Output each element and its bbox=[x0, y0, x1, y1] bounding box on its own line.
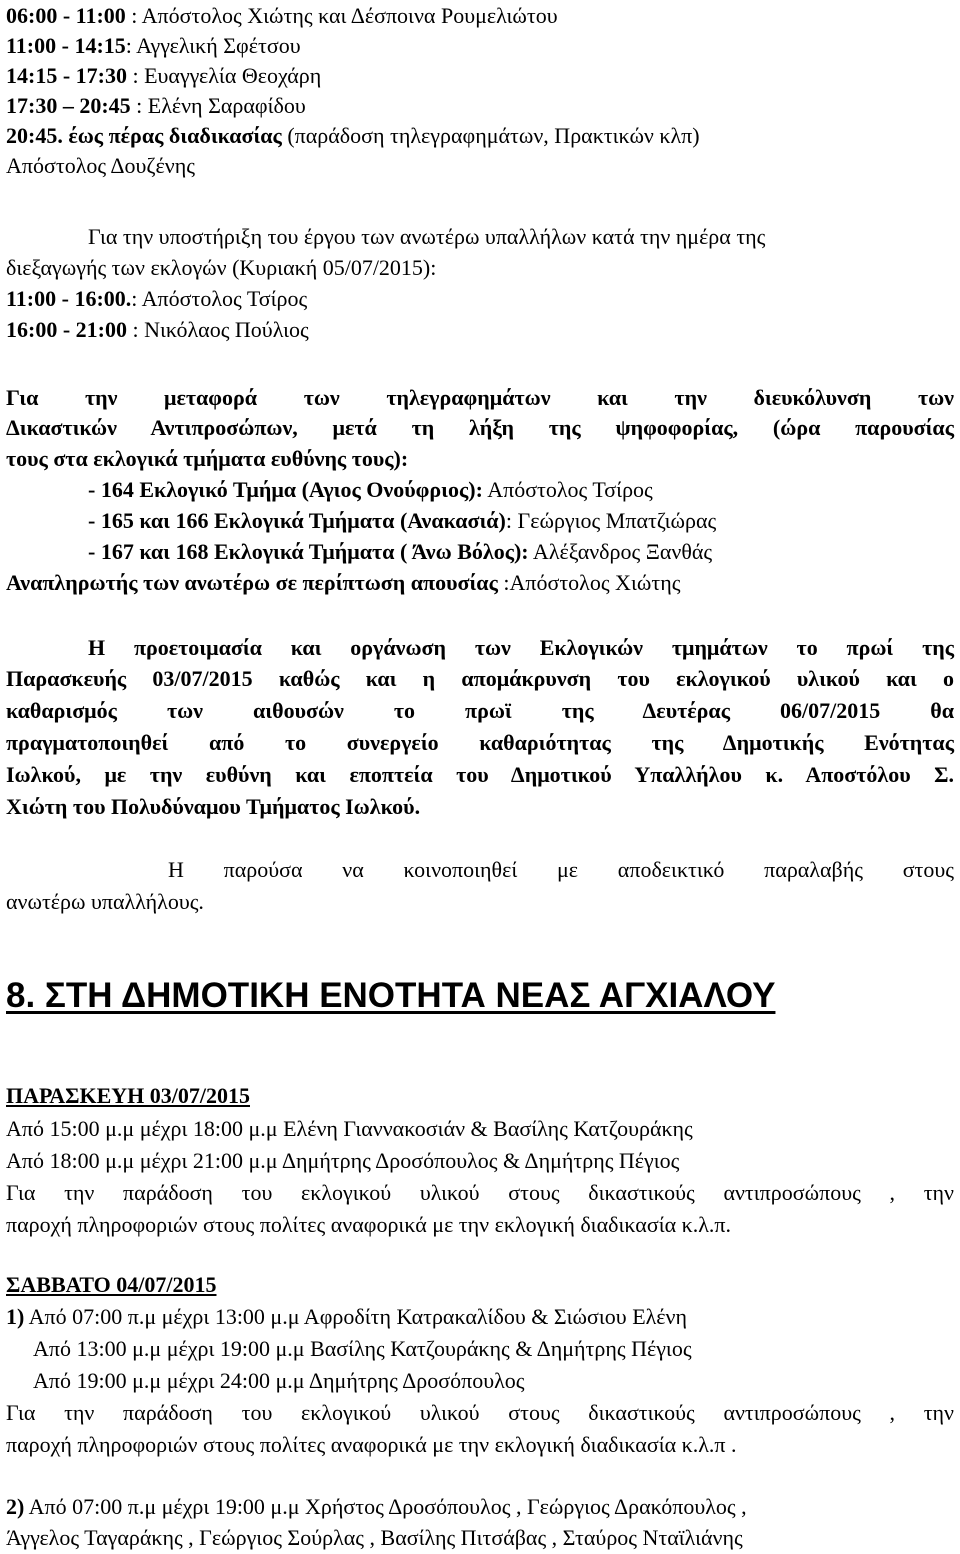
assignee: : Απόστολος Τσίρος bbox=[131, 286, 308, 311]
transport-paragraph-line: Δικαστικών Αντιπροσώπων, μετά τη λήξη της ψηφοφορίας, (ώρα παρουσίας bbox=[6, 415, 954, 440]
section-heading: 8. ΣΤΗ ΔΗΜΟΤΙΚΗ ΕΝΟΤΗΤΑ ΝΕΑΣ ΑΓΧΙΑΛΟΥ bbox=[6, 976, 776, 1015]
schedule-row bbox=[6, 317, 309, 343]
schedule-row bbox=[6, 3, 558, 29]
shift-line: Από 18:00 μ.μ μέχρι 21:00 μ.μ Δημήτρης Δροσόπουλος & Δημήτρης Πέγιος bbox=[6, 1148, 680, 1173]
schedule-row-until-end bbox=[6, 123, 700, 149]
assignee: : Αγγελική Σφέτσου bbox=[125, 33, 301, 58]
purpose-line: Για την παράδοση του εκλογικού υλικού στους δικαστικούς αντιπροσώπους , την bbox=[6, 1400, 954, 1425]
transport-item bbox=[88, 508, 716, 534]
transport-paragraph-line: Για την μεταφορά των τηλεγραφημάτων και την διευκόλυνση των bbox=[6, 385, 954, 410]
cleaning-paragraph-line: Ιωλκού, με την ευθύνη και εποπτεία του Δημοτικού Υπαλλήλου κ. Αποστόλου Σ. bbox=[6, 762, 954, 787]
assignee: : Γεώργιος Μπατζιώρας bbox=[505, 508, 717, 533]
support-paragraph-line: διεξαγωγής των εκλογών (Κυριακή 05/07/2015): bbox=[6, 255, 437, 280]
precinct-label: - 167 και 168 Εκλογικά Τμήματα ( Άνω Βόλος): bbox=[88, 539, 529, 564]
assignee: : Ευαγγελία Θεοχάρη bbox=[126, 63, 322, 88]
substitute-row bbox=[6, 570, 680, 596]
until-end-note: (παράδοση τηλεγραφημάτων, Πρακτικών κλπ) bbox=[281, 123, 700, 148]
day-heading: ΣΑΒΒΑΤΟ 04/07/2015 bbox=[6, 1272, 217, 1297]
item-number: 1) bbox=[6, 1304, 25, 1329]
time-range: 14:15 - 17:30 bbox=[6, 63, 127, 88]
support-paragraph-line: Για την υποστήριξη του έργου των ανωτέρω υπαλλήλων κατά την ημέρα της bbox=[88, 224, 766, 249]
precinct-label: - 165 και 166 Εκλογικά Τμήματα (Ανακασιά) bbox=[88, 508, 506, 533]
shift-line bbox=[6, 1304, 687, 1330]
substitute-label: Αναπληρωτής των ανωτέρω σε περίπτωση απουσίας bbox=[6, 570, 498, 595]
time-range: 20:45. bbox=[6, 123, 69, 148]
schedule-row bbox=[6, 33, 301, 59]
time-range: 11:00 - 16:00. bbox=[6, 286, 132, 311]
purpose-line: Για την παράδοση του εκλογικού υλικού στους δικαστικούς αντιπροσώπους , την bbox=[6, 1180, 954, 1205]
precinct-label: - 164 Εκλογικό Τμήμα (Αγιος Ονούφριος): bbox=[88, 477, 483, 502]
transport-item bbox=[88, 477, 653, 503]
assignee: :Απόστολος Χιώτης bbox=[497, 570, 681, 595]
assignee: Αλέξανδρος Ξανθάς bbox=[528, 539, 713, 564]
cleaning-paragraph-line: Παρασκευής 03/07/2015 καθώς και η απομάκρυνση του εκλογικού υλικού και ο bbox=[6, 666, 954, 691]
shift-line: Από 13:00 μ.μ μέχρι 19:00 μ.μ Βασίλης Κατζουράκης & Δημήτρης Πέγιος bbox=[33, 1336, 692, 1361]
shift-text: Από 07:00 π.μ μέχρι 13:00 μ.μ Αφροδίτη Κατρακαλίδου & Σιώσιου Ελένη bbox=[24, 1304, 687, 1329]
cleaning-paragraph-line: Η προετοιμασία και οργάνωση των Εκλογικών τμημάτων το πρωί της bbox=[88, 635, 954, 660]
time-range: 17:30 – 20:45 bbox=[6, 93, 131, 118]
transport-paragraph-line: τους στα εκλογικά τμήματα ευθύνης τους): bbox=[6, 446, 409, 471]
time-range: 06:00 - 11:00 bbox=[6, 3, 126, 28]
cleaning-paragraph-line: Χιώτη του Πολυδύναμου Τμήματος Ιωλκού. bbox=[6, 794, 421, 819]
purpose-line: παροχή πληροφοριών στους πολίτες αναφορικά με την εκλογική διαδικασία κ.λ.π. bbox=[6, 1212, 732, 1237]
shift-line: Από 15:00 μ.μ μέχρι 18:00 μ.μ Ελένη Γιαννακοσιάν & Βασίλης Κατζουράκης bbox=[6, 1116, 693, 1141]
assignee: : Απόστολος Χιώτης και Δέσποινα Ρουμελιώτου bbox=[125, 3, 558, 28]
purpose-line: παροχή πληροφοριών στους πολίτες αναφορικά με την εκλογική διαδικασία κ.λ.π . bbox=[6, 1432, 737, 1457]
assignee: Απόστολος Δουζένης bbox=[6, 153, 195, 178]
assignee: : Νικόλαος Πούλιος bbox=[126, 317, 309, 342]
shift-line: Άγγελος Ταγαράκης , Γεώργιος Σούρλας , Βασίλης Πιτσάβας , Σταύρος Νταϊλιάνης bbox=[6, 1525, 743, 1550]
item-number: 2) bbox=[6, 1494, 25, 1519]
day-heading: ΠΑΡΑΣΚΕΥΗ 03/07/2015 bbox=[6, 1083, 250, 1108]
notify-paragraph-line: ανωτέρω υπαλλήλους. bbox=[6, 889, 204, 914]
cleaning-paragraph-line: πραγματοποιηθεί από το συνεργείο καθαριότητας της Δημοτικής Ενότητας bbox=[6, 730, 954, 755]
schedule-row bbox=[6, 63, 321, 89]
assignee: Απόστολος Τσίρος bbox=[482, 477, 653, 502]
time-range: 11:00 - 14:15 bbox=[6, 33, 126, 58]
schedule-row bbox=[6, 93, 306, 119]
time-range: 16:00 - 21:00 bbox=[6, 317, 127, 342]
until-end-label: έως πέρας διαδικασίας bbox=[68, 123, 282, 148]
transport-item bbox=[88, 539, 712, 565]
shift-line: Από 19:00 μ.μ μέχρι 24:00 μ.μ Δημήτρης Δροσόπουλος bbox=[33, 1368, 525, 1393]
assignee: : Ελένη Σαραφίδου bbox=[130, 93, 306, 118]
shift-text: Από 07:00 π.μ μέχρι 19:00 μ.μ Χρήστος Δροσόπουλος , Γεώργιος Δρακόπουλος , bbox=[24, 1494, 747, 1519]
schedule-row bbox=[6, 286, 307, 312]
notify-paragraph-line: Η παρούσα να κοινοποιηθεί με αποδεικτικό παραλαβής στους bbox=[168, 857, 954, 882]
cleaning-paragraph-line: καθαρισμός των αιθουσών το πρωϊ της Δευτέρας 06/07/2015 θα bbox=[6, 698, 954, 723]
shift-line bbox=[6, 1494, 747, 1520]
